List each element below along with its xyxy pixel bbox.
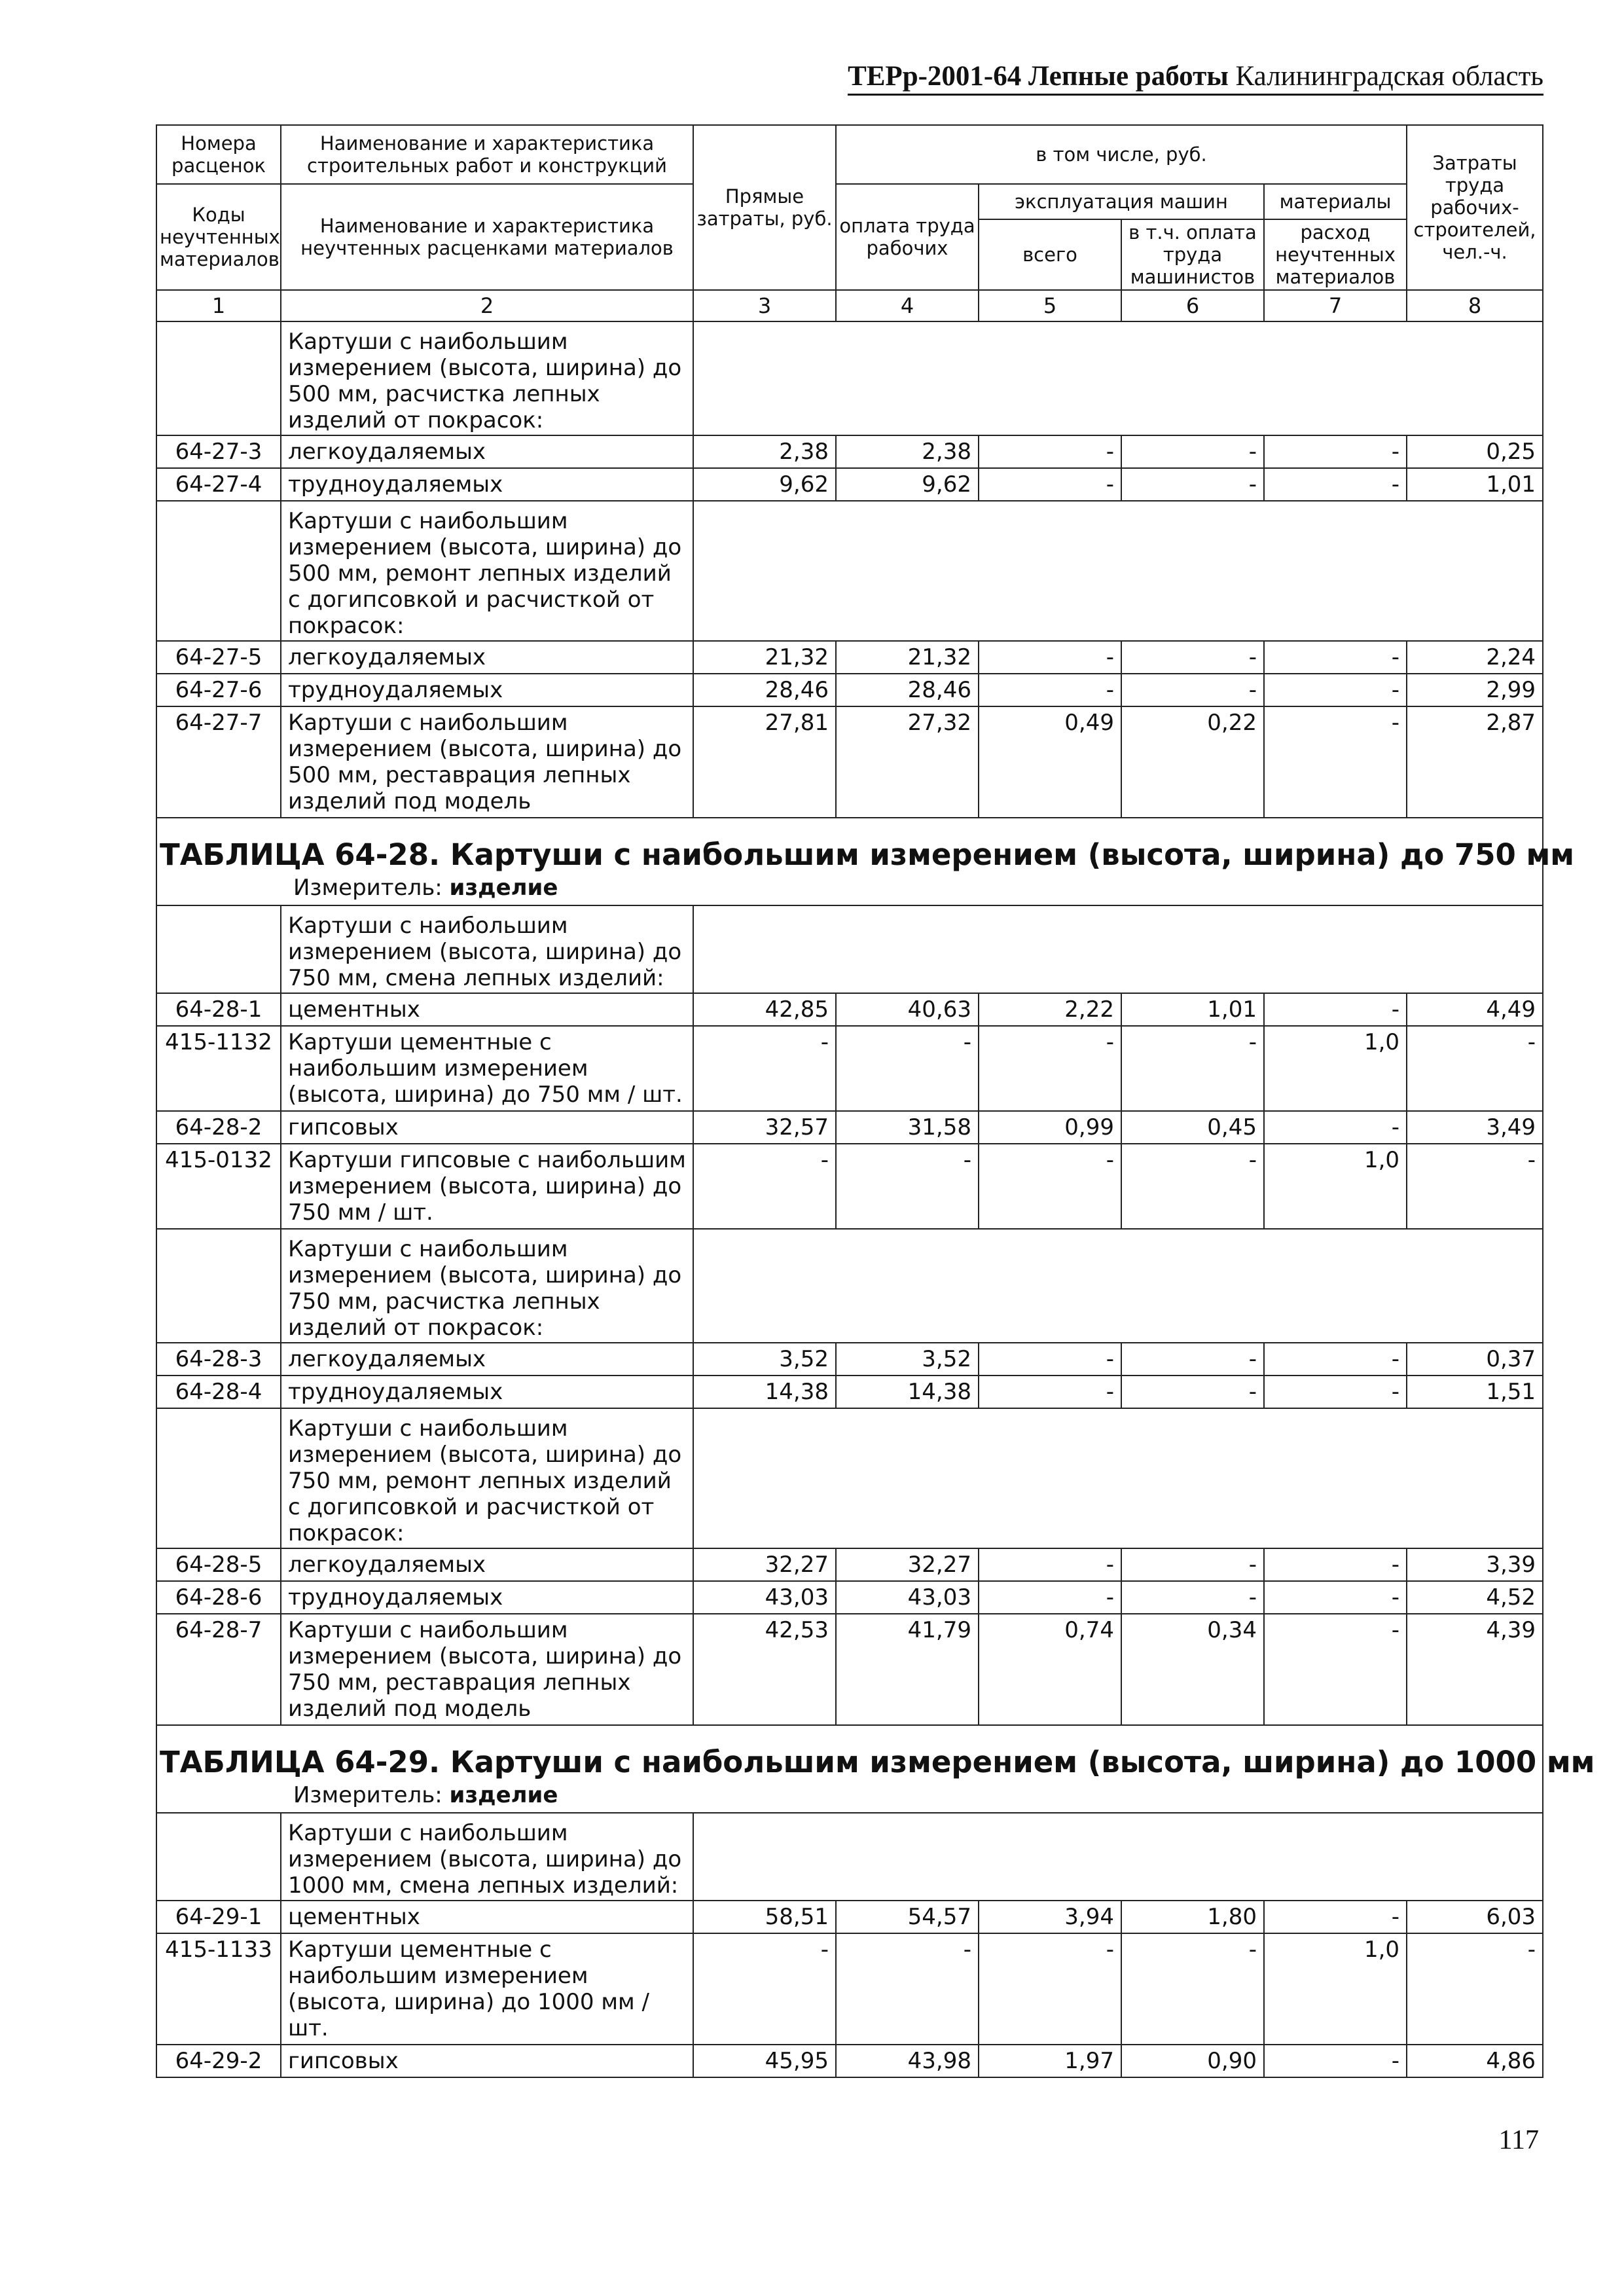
labor-value: 2,87 [1407,706,1543,818]
column-numbers-row [156,290,1543,321]
column-number: 2 [281,290,693,321]
rate-name: легкоудаляемых [281,1548,693,1581]
machines-total-value: - [979,468,1121,501]
labor-value: 4,52 [1407,1581,1543,1614]
rate-name: трудноудаляемых [281,468,693,501]
machines-total-value: - [979,1376,1121,1408]
machinist-wages-value: 0,34 [1121,1614,1264,1725]
rate-code: 64-28-4 [156,1376,281,1408]
wages-value: 21,32 [836,641,979,674]
rate-code: 64-28-7 [156,1614,281,1725]
wages-value: 40,63 [836,993,979,1026]
group-heading-text: Картуши с наибольшим измерением (высота, ширина) до 500 мм, ремонт лепных изделий с догипсовкой и расчисткой от покрасок: [281,501,693,641]
rate-code: 415-1133 [156,1933,281,2045]
rate-row [156,1614,1543,1725]
machines-total-value: - [979,1343,1121,1376]
col-rate-number: Номера расценок [156,125,281,184]
group-code-cell [156,1229,281,1343]
labor-value: 6,03 [1407,1901,1543,1933]
column-number: 1 [156,290,281,321]
rate-row [156,2045,1543,2077]
rate-row [156,1144,1543,1229]
machines-total-value: - [979,1933,1121,2045]
wages-value: - [836,1144,979,1229]
direct-costs-value: 27,81 [693,706,836,818]
group-empty-cell [693,1813,1543,1901]
group-code-cell [156,501,281,641]
machines-total-value: - [979,641,1121,674]
rate-code: 64-28-2 [156,1111,281,1144]
col-direct-costs: Прямые затраты, руб. [693,125,836,290]
direct-costs-value: 43,03 [693,1581,836,1614]
header-code: ТЕРр-2001-64 [848,61,1022,92]
machines-total-value: 0,99 [979,1111,1121,1144]
machines-total-value: 0,49 [979,706,1121,818]
machinist-wages-value: - [1121,1026,1264,1111]
rate-name: гипсовых [281,1111,693,1144]
rate-name: легкоудаляемых [281,641,693,674]
wages-value: 28,46 [836,674,979,706]
group-heading-text: Картуши с наибольшим измерением (высота, ширина) до 750 мм, расчистка лепных изделий от покрасок: [281,1229,693,1343]
group-heading-text: Картуши с наибольшим измерением (высота, ширина) до 750 мм, смена лепных изделий: [281,905,693,993]
header-region: Калининградская область [1235,61,1543,92]
group-heading-row [156,905,1543,993]
materials-value: - [1264,1548,1407,1581]
page-number: 117 [1498,2125,1539,2155]
header-title: Лепные работы [1028,61,1229,92]
direct-costs-value: 42,53 [693,1614,836,1725]
group-code-cell [156,321,281,435]
table-banner-row [156,1725,1543,1813]
col-material-name: Наименование и характеристика неучтенных расценками материалов [281,184,693,290]
group-empty-cell [693,1229,1543,1343]
column-number: 8 [1407,290,1543,321]
machinist-wages-value: - [1121,674,1264,706]
direct-costs-value: 21,32 [693,641,836,674]
machinist-wages-value: - [1121,1933,1264,2045]
materials-value: - [1264,706,1407,818]
labor-value: 4,39 [1407,1614,1543,1725]
direct-costs-value: 45,95 [693,2045,836,2077]
labor-value: 4,49 [1407,993,1543,1026]
machinist-wages-value: - [1121,1548,1264,1581]
table-banner [156,1725,1595,1813]
rate-name: Картуши гипсовые с наибольшим измерением (высота, ширина) до 750 мм / шт. [281,1144,693,1229]
wages-value: 3,52 [836,1343,979,1376]
group-code-cell [156,1813,281,1901]
col-unlisted-codes: Коды неучтенных материалов [156,184,281,290]
column-number: 5 [979,290,1121,321]
rate-name: Картуши цементные с наибольшим измерением (высота, ширина) до 1000 мм / шт. [281,1933,693,2045]
machines-total-value: 1,97 [979,2045,1121,2077]
group-empty-cell [693,905,1543,993]
materials-value: 1,0 [1264,1933,1407,2045]
col-materials-consumption: расход неучтенных материалов [1264,219,1407,290]
unit-line [160,1781,1540,1810]
rate-code: 64-27-3 [156,435,281,468]
group-code-cell [156,905,281,993]
running-head [848,60,1543,96]
column-number: 4 [836,290,979,321]
labor-value: 0,37 [1407,1343,1543,1376]
group-heading-text: Картуши с наибольшим измерением (высота, ширина) до 750 мм, ремонт лепных изделий с догипсовкой и расчисткой от покрасок: [281,1408,693,1548]
direct-costs-value: 28,46 [693,674,836,706]
rate-row [156,468,1543,501]
column-number: 3 [693,290,836,321]
rate-code: 64-27-6 [156,674,281,706]
labor-value: 2,24 [1407,641,1543,674]
machinist-wages-value: - [1121,435,1264,468]
rate-code: 64-27-4 [156,468,281,501]
table-title: ТАБЛИЦА 64-29. Картуши с наибольшим измерением (высота, ширина) до 1000 мм [160,1745,1595,1779]
rate-row [156,1376,1543,1408]
wages-value: 14,38 [836,1376,979,1408]
materials-value: 1,0 [1264,1144,1407,1229]
machinist-wages-value: - [1121,1343,1264,1376]
machinist-wages-value: - [1121,1581,1264,1614]
rate-row [156,1548,1543,1581]
rate-code: 415-0132 [156,1144,281,1229]
materials-value: - [1264,435,1407,468]
rates-sheet [156,124,1595,2078]
unit-label: Измеритель: [293,1782,442,1808]
wages-value: 9,62 [836,468,979,501]
machines-total-value: - [979,1026,1121,1111]
direct-costs-value: 32,27 [693,1548,836,1581]
group-heading-row [156,1229,1543,1343]
direct-costs-value: 3,52 [693,1343,836,1376]
machines-total-value: - [979,674,1121,706]
rate-row [156,641,1543,674]
rate-name: Картуши с наибольшим измерением (высота, ширина) до 500 мм, реставрация лепных изделий под модель [281,706,693,818]
machinist-wages-value: 1,01 [1121,993,1264,1026]
rate-name: гипсовых [281,2045,693,2077]
materials-value: - [1264,2045,1407,2077]
rate-code: 64-27-7 [156,706,281,818]
labor-value: 3,39 [1407,1548,1543,1581]
rate-name: трудноудаляемых [281,1581,693,1614]
wages-value: 43,03 [836,1581,979,1614]
materials-value: - [1264,1901,1407,1933]
group-heading-row [156,501,1543,641]
wages-value: 41,79 [836,1614,979,1725]
machinist-wages-value: - [1121,1376,1264,1408]
wages-value: - [836,1933,979,2045]
materials-value: - [1264,1581,1407,1614]
unit-line [160,873,1540,902]
rates-table [156,124,1595,2078]
machinist-wages-value: 0,45 [1121,1111,1264,1144]
rate-row [156,1581,1543,1614]
labor-value: 0,25 [1407,435,1543,468]
rate-name: легкоудаляемых [281,435,693,468]
rate-row [156,674,1543,706]
column-number: 6 [1121,290,1264,321]
materials-value: - [1264,1376,1407,1408]
rate-row [156,993,1543,1026]
rate-code: 64-28-6 [156,1581,281,1614]
rate-name: Картуши цементные с наибольшим измерением (высота, ширина) до 750 мм / шт. [281,1026,693,1111]
wages-value: 27,32 [836,706,979,818]
labor-value: 4,86 [1407,2045,1543,2077]
materials-value: - [1264,468,1407,501]
table-title: ТАБЛИЦА 64-28. Картуши с наибольшим измерением (высота, ширина) до 750 мм [160,837,1575,872]
col-work-name: Наименование и характеристика строительных работ и конструкций [281,125,693,184]
direct-costs-value: - [693,1144,836,1229]
group-heading-text: Картуши с наибольшим измерением (высота, ширина) до 500 мм, расчистка лепных изделий от покрасок: [281,321,693,435]
table-header [156,125,1543,321]
wages-value: 31,58 [836,1111,979,1144]
direct-costs-value: - [693,1026,836,1111]
group-heading-row [156,1408,1543,1548]
rate-code: 64-29-1 [156,1901,281,1933]
rate-code: 64-28-5 [156,1548,281,1581]
rate-name: цементных [281,993,693,1026]
machines-total-value: - [979,1144,1121,1229]
rate-row [156,1933,1543,2045]
wages-value: 43,98 [836,2045,979,2077]
col-machines-total: всего [979,219,1121,290]
materials-value: - [1264,641,1407,674]
col-including: в том числе, руб. [836,125,1407,184]
rate-name: легкоудаляемых [281,1343,693,1376]
rate-code: 64-28-1 [156,993,281,1026]
labor-value: - [1407,1026,1543,1111]
unit-value: изделие [449,1782,558,1808]
labor-value: 2,99 [1407,674,1543,706]
machines-total-value: 2,22 [979,993,1121,1026]
labor-value: - [1407,1144,1543,1229]
table-banner-row [156,818,1543,905]
unit-value: изделие [449,875,558,901]
machinist-wages-value: 0,90 [1121,2045,1264,2077]
machines-total-value: 3,94 [979,1901,1121,1933]
group-heading-row [156,1813,1543,1901]
rate-code: 64-29-2 [156,2045,281,2077]
rate-row [156,1026,1543,1111]
rate-name: цементных [281,1901,693,1933]
col-wages: оплата труда рабочих [836,184,979,290]
rate-row [156,706,1543,818]
wages-value: 54,57 [836,1901,979,1933]
machines-total-value: 0,74 [979,1614,1121,1725]
machinist-wages-value: - [1121,641,1264,674]
labor-value: 1,01 [1407,468,1543,501]
rate-row [156,1343,1543,1376]
group-empty-cell [693,501,1543,641]
rate-name: Картуши с наибольшим измерением (высота, ширина) до 750 мм, реставрация лепных изделий под модель [281,1614,693,1725]
group-empty-cell [693,1408,1543,1548]
materials-value: - [1264,674,1407,706]
machinist-wages-value: - [1121,1144,1264,1229]
materials-value: - [1264,1343,1407,1376]
unit-label: Измеритель: [293,875,442,901]
direct-costs-value: 14,38 [693,1376,836,1408]
materials-value: 1,0 [1264,1026,1407,1111]
group-empty-cell [693,321,1543,435]
wages-value: 32,27 [836,1548,979,1581]
table-body [156,321,1595,2077]
materials-value: - [1264,993,1407,1026]
rate-code: 64-27-5 [156,641,281,674]
labor-value: 3,49 [1407,1111,1543,1144]
machines-total-value: - [979,1581,1121,1614]
group-heading-text: Картуши с наибольшим измерением (высота, ширина) до 1000 мм, смена лепных изделий: [281,1813,693,1901]
direct-costs-value: 58,51 [693,1901,836,1933]
labor-value: - [1407,1933,1543,2045]
col-machinist-wages: в т.ч. оплата труда машинистов [1121,219,1264,290]
rate-code: 64-28-3 [156,1343,281,1376]
rate-row [156,435,1543,468]
col-labor: Затраты труда рабочих-строителей, чел.-ч. [1407,125,1543,290]
rate-row [156,1111,1543,1144]
direct-costs-value: 42,85 [693,993,836,1026]
rate-code: 415-1132 [156,1026,281,1111]
rate-row [156,1901,1543,1933]
machinist-wages-value: 1,80 [1121,1901,1264,1933]
rate-name: трудноудаляемых [281,674,693,706]
materials-value: - [1264,1614,1407,1725]
col-materials: материалы [1264,184,1407,219]
direct-costs-value: 9,62 [693,468,836,501]
materials-value: - [1264,1111,1407,1144]
machinist-wages-value: 0,22 [1121,706,1264,818]
direct-costs-value: 2,38 [693,435,836,468]
table-banner [156,818,1575,905]
group-code-cell [156,1408,281,1548]
column-number: 7 [1264,290,1407,321]
col-machines: эксплуатация машин [979,184,1264,219]
group-heading-row [156,321,1543,435]
wages-value: 2,38 [836,435,979,468]
wages-value: - [836,1026,979,1111]
machines-total-value: - [979,435,1121,468]
direct-costs-value: 32,57 [693,1111,836,1144]
machinist-wages-value: - [1121,468,1264,501]
direct-costs-value: - [693,1933,836,2045]
machines-total-value: - [979,1548,1121,1581]
labor-value: 1,51 [1407,1376,1543,1408]
rate-name: трудноудаляемых [281,1376,693,1408]
